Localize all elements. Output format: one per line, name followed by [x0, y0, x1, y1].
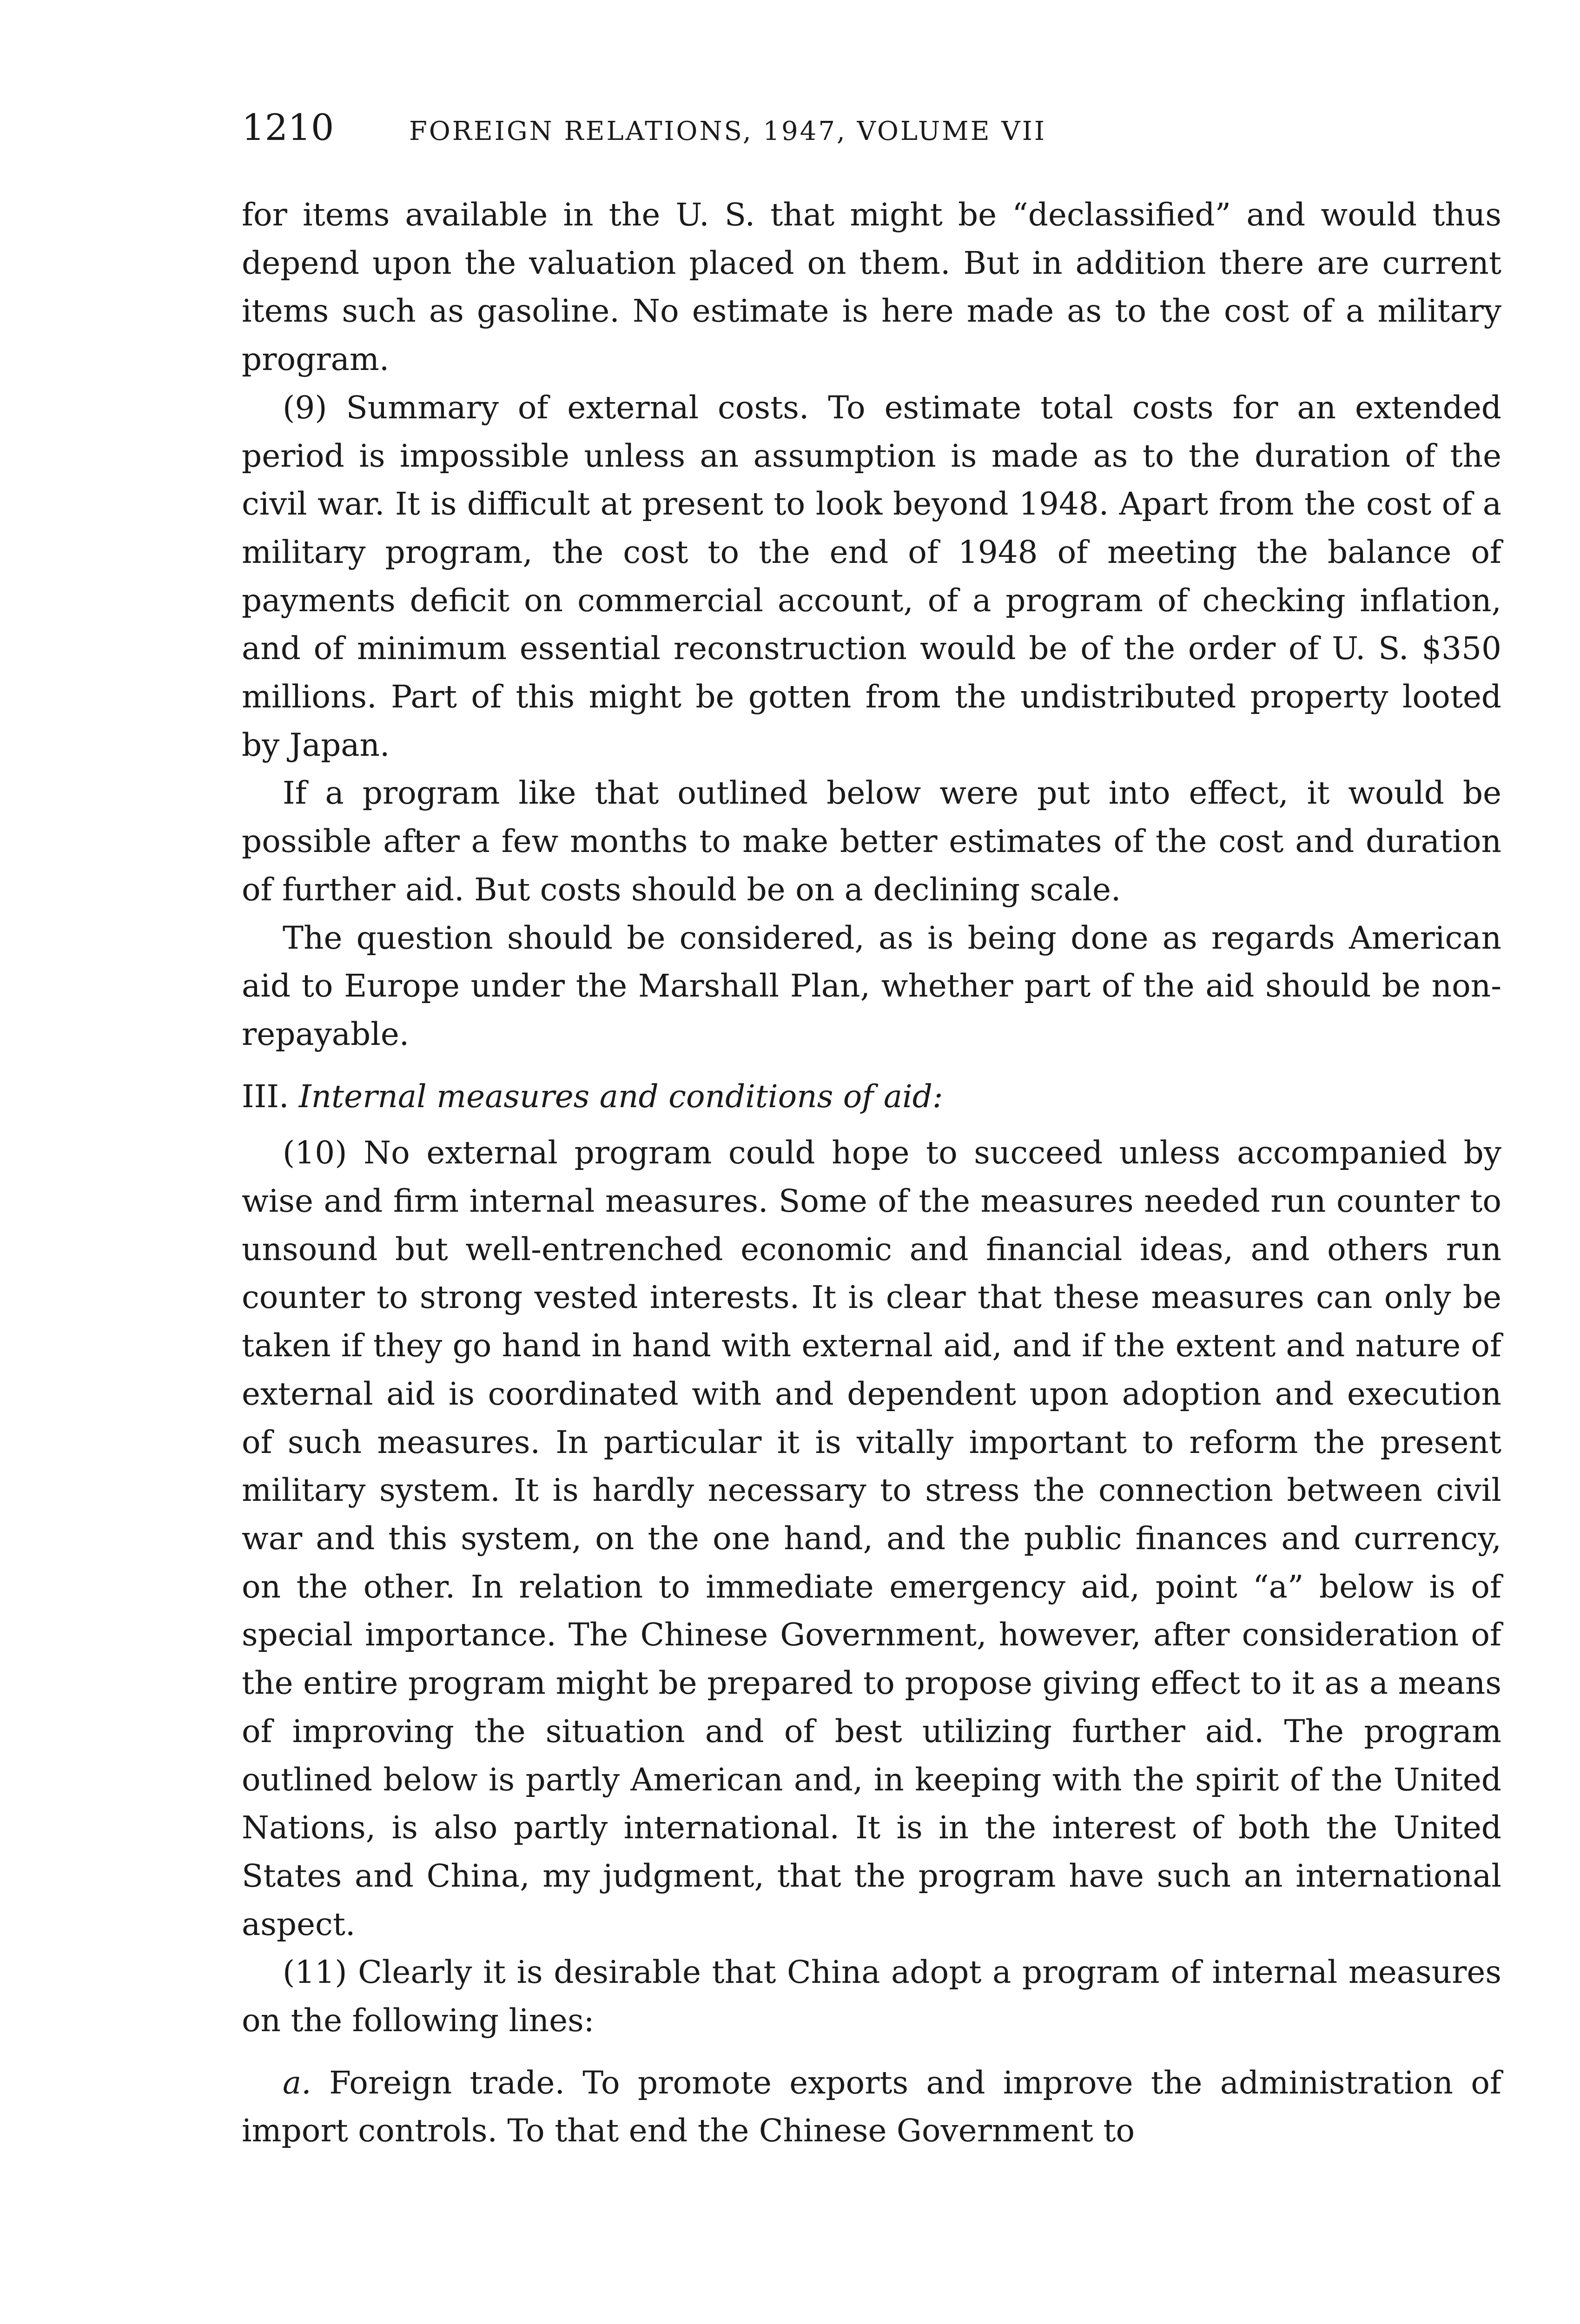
paragraph-foreign-trade	[242, 2059, 1501, 2155]
page-number: 1210	[242, 107, 334, 149]
page-header	[242, 107, 1501, 163]
running-title: FOREIGN RELATIONS, 1947, VOLUME VII	[409, 116, 1046, 146]
section-title: Internal measures and conditions of aid:	[298, 1077, 943, 1115]
item-label: a.	[283, 2064, 311, 2101]
paragraph-internal-measures: (10) No external program could hope to succeed unless accompanied by wise and firm internal measures. Some of the measures needed run counter to unsound but well-entrenched economic and financial ideas, and others run counter to strong vested interests. It is clear that these measures can only be taken if they go hand in hand with external aid, and if the extent and nature of external aid is coordinated with and dependent upon adoption and execution of such measures. In particular it is vitally important to reform the present military system. It is hardly necessary to stress the connection between civil war and this system, on the one hand, and the public finances and currency, on the other. In relation to immediate emergency aid, point “a” below is of special importance. The Chinese Government, however, after consideration of the entire program might be prepared to propose giving effect to it as a means of improving the situation and of best utilizing further aid. The program outlined below is partly American and, in keeping with the spirit of the United Nations, is also partly international. It is in the interest of both the United States and China, my judgment, that the program have such an international aspect.	[242, 1134, 1501, 1942]
body-text	[242, 191, 1501, 2155]
document-page	[242, 107, 1501, 2155]
paragraph-summary-external-costs: (9) Summary of external costs. To estimate total costs for an extended period is impossible unless an assumption is made as to the duration of the civil war. It is difficult at present to look beyond 1948. Apart from the cost of a military program, the cost to the end of 1948 of meeting the balance of payments deficit on commercial account, of a program of checking inflation, and of minimum essential reconstruction would be of the order of U. S. $350 millions. Part of this might be gotten from the undistributed property looted by Japan.	[242, 389, 1501, 763]
paragraph-continuation: for items available in the U. S. that might be “declassified” and would thus depend upon the valuation placed on them. But in addition there are current items such as gasoline. No estimate is here made as to the cost of a military program.	[242, 196, 1501, 378]
item-text: Foreign trade. To promote exports and improve the administration of import controls. To that end the Chinese Government to	[242, 2064, 1501, 2149]
paragraph-program-lines: (11) Clearly it is desirable that China adopt a program of internal measures on the following lines:	[242, 1954, 1501, 2039]
paragraph-non-repayable-aid: The question should be considered, as is being done as regards American aid to Europe under the Marshall Plan, whether part of the aid should be non-repayable.	[242, 919, 1501, 1052]
section-heading	[242, 1072, 1501, 1121]
paragraph-program-estimates: If a program like that outlined below were put into effect, it would be possible after a few months to make better estimates of the cost and duration of further aid. But costs should be on a declining scale.	[242, 774, 1501, 908]
section-number: III.	[242, 1077, 289, 1115]
